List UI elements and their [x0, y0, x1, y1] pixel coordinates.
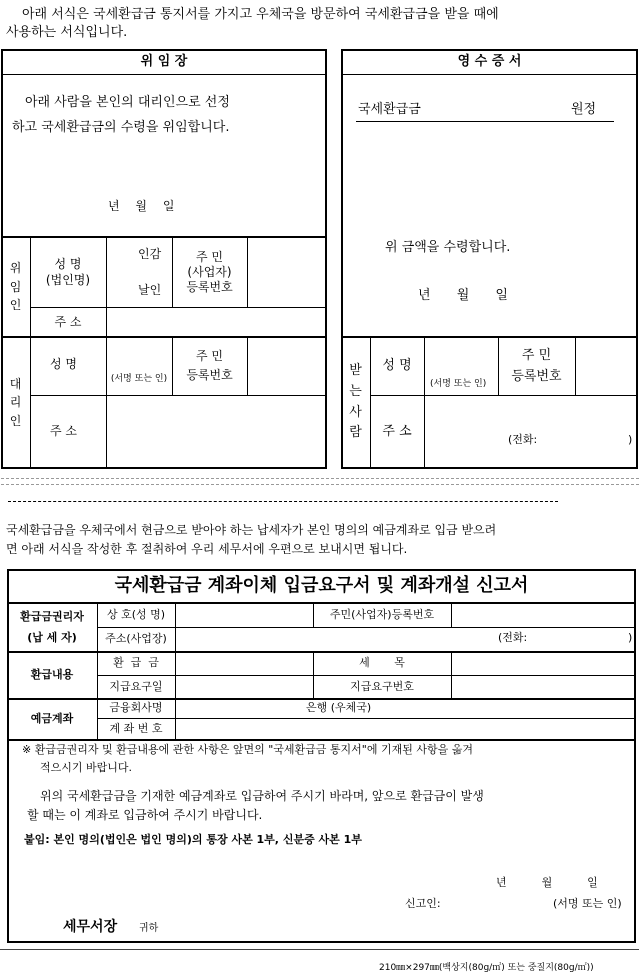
tax-office-label: 세무서장	[63, 919, 118, 935]
recipient-label: 받 는 사 람	[349, 362, 362, 441]
form-date: 년 월 일	[496, 876, 598, 889]
cut-line-2	[1, 484, 639, 485]
recipient-sign-label: (서명 또는 인)	[430, 379, 487, 389]
account-number-label: 계 좌 번 호	[109, 721, 163, 735]
delegator-id-label: 주 민 (사업자) 등록번호	[186, 249, 233, 294]
recipient-address-label: 주 소	[382, 424, 412, 440]
delegation-text-2: 하고 국세환급금의 수령을 위임합니다.	[12, 120, 230, 135]
attachment-note: 붙임: 본인 명의(법인은 법인 명의)의 통장 사본 1부, 신분증 사본 1부	[24, 833, 362, 846]
paper-size-footer: 210㎜×297㎜(백상지(80g/㎡) 또는 중질지(80g/㎡))	[379, 963, 594, 973]
address-label: 주소(사업장)	[105, 632, 167, 646]
footer-rule	[0, 949, 639, 950]
delegation-text-1: 아래 사람을 본인의 대리인으로 선정	[25, 95, 230, 110]
agent-label: 대 리 인	[9, 376, 22, 428]
delegator-label: 위 임 인	[9, 261, 22, 313]
body-line-1: 위의 국세환급금을 기재한 예금계좌로 입금하여 주시기 바라며, 앞으로 환급금이 발생	[40, 789, 484, 803]
receipt-date: 년 월 일	[418, 288, 508, 303]
holder-label: 환급금권리자 (납 세 자)	[20, 609, 84, 644]
form-title: 국세환급금 계좌이체 입금요구서 및 계좌개설 신고서	[114, 574, 529, 596]
intro-line-2: 사용하는 서식입니다.	[6, 25, 128, 40]
receipt-amount-label: 국세환급금	[358, 102, 421, 117]
recipient-name-label: 성 명	[382, 358, 412, 374]
reporter-sign-label: (서명 또는 인)	[553, 897, 622, 910]
delegation-date: 년 월 일	[108, 199, 175, 213]
refund-amount-label: 환 급 금	[113, 656, 159, 670]
form-phone-close: )	[628, 631, 633, 644]
tax-item-label: 세 목	[359, 656, 405, 670]
recipient-phone-label: (전화:	[508, 433, 538, 446]
agent-id-label: 주 민 등록번호	[186, 348, 233, 382]
recipient-phone-close: )	[628, 433, 633, 446]
seal-label-2: 날인	[138, 283, 162, 297]
receipt-amount-line	[356, 121, 614, 122]
receipt-amount-unit: 원정	[571, 102, 597, 117]
intro-line-1: 아래 서식은 국세환급금 통지서를 가지고 우체국을 방문하여 국세환급금을 받을 때에	[22, 7, 499, 22]
note-line-1: ※ 환급금권리자 및 환급내용에 관한 사항은 앞면의 "국세환급금 통지서"에 기재된 사항을 옮겨	[22, 743, 473, 756]
middle-line-2: 면 아래 서식을 작성한 후 절취하여 우리 세무서에 우편으로 보내시면 됩니다.	[6, 542, 408, 556]
deposit-label: 예금계좌	[30, 711, 74, 725]
delegator-address-label: 주 소	[54, 314, 82, 329]
note-line-2: 적으시기 바랍니다.	[40, 761, 133, 774]
agent-name-label: 성 명	[50, 357, 77, 371]
bank-name-label: 금융회사명	[109, 701, 163, 715]
agent-address-label: 주 소	[50, 424, 77, 438]
delegator-name-label: 성 명 (법인명)	[45, 256, 91, 287]
bank-suffix: 은행 (우체국)	[306, 701, 372, 714]
seal-label-1: 인감	[138, 247, 162, 261]
receipt-received-text: 위 금액을 수령합니다.	[385, 240, 511, 255]
recipient-id-label: 주 민 등록번호	[511, 347, 562, 384]
trade-name-label: 상 호(성 명)	[106, 608, 166, 622]
middle-line-1: 국세환급금을 우체국에서 현금으로 받아야 하는 납세자가 본인 명의의 예금계좌로 입금 받으려	[6, 523, 497, 537]
body-line-2: 할 때는 이 계좌로 입금하여 주시기 바랍니다.	[27, 808, 263, 822]
tax-office-suffix: 귀하	[139, 923, 159, 934]
reg-number-label: 주민(사업자)등록번호	[329, 608, 435, 622]
receipt-title: 영 수 증 서	[457, 54, 522, 70]
cut-line-1	[1, 478, 639, 479]
reporter-label: 신고인:	[405, 897, 441, 910]
pay-number-label: 지급요구번호	[350, 679, 414, 693]
cut-line-3	[8, 501, 558, 502]
refund-label: 환급내용	[30, 667, 74, 681]
pay-date-label: 지급요구일	[109, 679, 163, 693]
delegation-title: 위 임 장	[140, 54, 188, 70]
form-phone-label: (전화:	[498, 631, 528, 644]
agent-sign-label: (서명 또는 인)	[110, 373, 168, 384]
